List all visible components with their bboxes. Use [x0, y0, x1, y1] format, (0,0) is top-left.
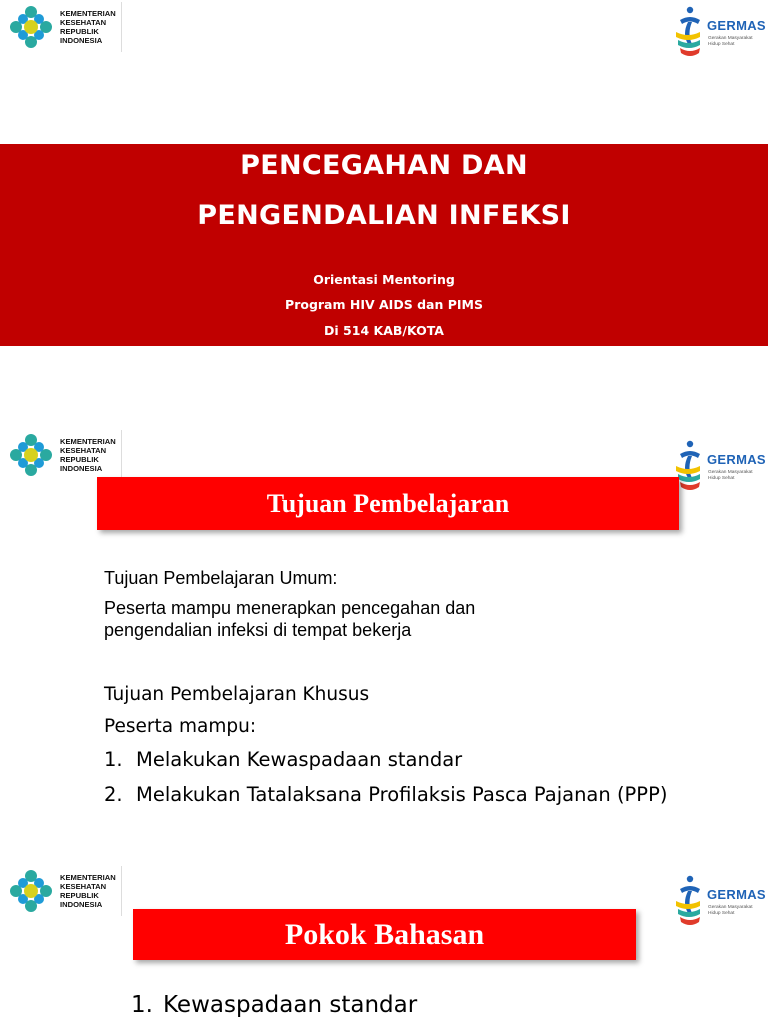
participants-label: Peserta mampu: [104, 716, 257, 737]
germas-wordmark: GERMAS [707, 452, 766, 467]
general-objective-label: Tujuan Pembelajaran Umum: [104, 568, 338, 588]
subtitle-line-2: Program HIV AIDS dan PIMS [285, 297, 483, 312]
objectives-heading: Tujuan Pembelajaran [97, 477, 679, 530]
list-item-number: 1. [104, 748, 123, 771]
kemenkes-emblem-icon [8, 4, 54, 50]
subtitle-line-1: Orientasi Mentoring [313, 272, 455, 287]
specific-objective-label: Tujuan Pembelajaran Khusus [104, 684, 370, 705]
germas-tagline: Gerakan Masyarakat Hidup Sehat [708, 470, 753, 481]
germas-tagline: Gerakan Masyarakat Hidup Sehat [708, 36, 753, 47]
title-line-1: PENCEGAHAN DAN [240, 150, 528, 181]
germas-tagline: Gerakan Masyarakat Hidup Sehat [708, 905, 753, 916]
list-item [104, 783, 667, 806]
kemenkes-logo [8, 2, 122, 52]
kemenkes-logo [8, 866, 122, 916]
germas-figure-icon [674, 4, 708, 62]
kemenkes-emblem-icon [8, 432, 54, 478]
general-objective-line-2: pengendalian infeksi di tempat bekerja [104, 620, 412, 640]
kemenkes-emblem-icon [8, 868, 54, 914]
list-item-text: Melakukan Tatalaksana Profilaksis Pasca Pajanan (PPP) [136, 783, 668, 806]
germas-wordmark: GERMAS [707, 887, 766, 902]
list-item [104, 748, 462, 771]
title-line-2: PENGENDALIAN INFEKSI [197, 200, 571, 231]
title-band [0, 144, 768, 346]
list-item-text: Kewaspadaan standar [163, 992, 418, 1018]
slide-topics [0, 855, 768, 1024]
general-objective-line-1: Peserta mampu menerapkan pencegahan dan [104, 598, 476, 618]
kemenkes-logo-text: KEMENTERIAN KESEHATAN REPUBLIK INDONESIA [60, 873, 116, 909]
slide-title [0, 0, 768, 400]
germas-logo [674, 4, 764, 62]
list-item-number: 1. [131, 992, 153, 1018]
slide-objectives [0, 420, 768, 835]
list-item-text: Melakukan Kewaspadaan standar [136, 748, 463, 771]
subtitle-line-3: Di 514 KAB/KOTA [324, 323, 444, 338]
kemenkes-logo-text: KEMENTERIAN KESEHATAN REPUBLIK INDONESIA [60, 9, 116, 45]
kemenkes-logo-text: KEMENTERIAN KESEHATAN REPUBLIK INDONESIA [60, 437, 116, 473]
kemenkes-logo [8, 430, 122, 480]
topics-heading: Pokok Bahasan [133, 909, 636, 960]
list-item [131, 992, 417, 1018]
germas-logo [674, 873, 764, 931]
germas-logo [674, 438, 764, 496]
germas-figure-icon [674, 438, 708, 496]
list-item-number: 2. [104, 783, 123, 806]
germas-wordmark: GERMAS [707, 18, 766, 33]
germas-figure-icon [674, 873, 708, 931]
